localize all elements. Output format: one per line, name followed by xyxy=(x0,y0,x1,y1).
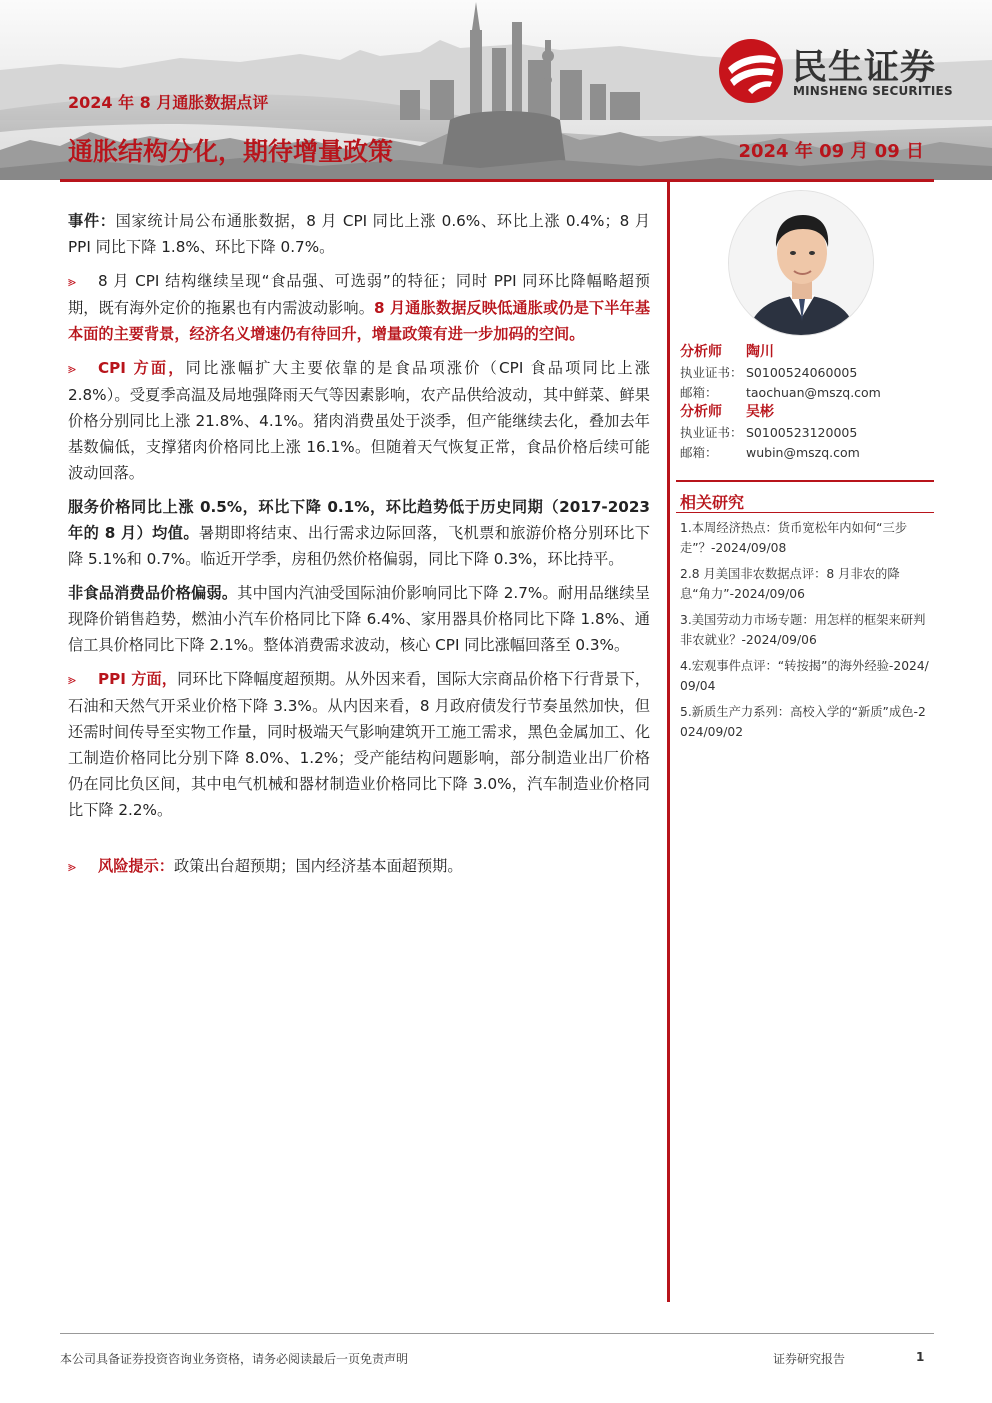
related-item[interactable]: 5.新质生产力系列：高校入学的“新质”成色-2024/09/02 xyxy=(680,705,926,739)
email-label: 邮箱： xyxy=(680,445,718,460)
email-link[interactable]: taochuan@mszq.com xyxy=(746,385,881,400)
services-text: 暑期即将结束、出行需求边际回落，飞机票和旅游价格分别环比下降 5.1%和 0.7%。临近开学季，房租仍然价格偏弱，同比下降 0.3%，环比持平。 xyxy=(68,524,650,568)
footer-divider xyxy=(60,1333,934,1334)
services-label: 服务价格同比上涨 0.5%，环比下降 0.1%，环比趋势低于历史同期（2017-2023 年的 8 月）均值。 xyxy=(68,498,650,542)
logo-english-text: MINSHENG SECURITIES xyxy=(793,84,953,98)
cert-label: 执业证书： xyxy=(680,365,743,380)
column-divider xyxy=(667,182,670,1302)
analyst-photo xyxy=(728,190,874,336)
report-title: 通胀结构分化，期待增量政策 xyxy=(68,137,394,166)
minsheng-logo xyxy=(718,38,968,104)
summary-paragraph xyxy=(68,268,650,347)
cpi-paragraph xyxy=(68,355,650,486)
double-chevron-right-icon: ⪢ xyxy=(68,274,76,290)
analyst-portrait-image xyxy=(729,191,874,336)
related-divider-bottom xyxy=(676,512,934,513)
risk-paragraph xyxy=(68,853,650,880)
main-content xyxy=(68,208,650,888)
related-divider-top xyxy=(676,480,934,482)
analyst-card-1 xyxy=(680,341,930,403)
summary-text: 8 月 CPI 结构继续呈现“食品强、可选弱”的特征；同时 PPI 同环比降幅略超预期，既有海外定价的拖累也有内需波动影响。 xyxy=(68,272,650,317)
nonfood-text: 其中国内汽油受国际油价影响同比下降 2.7%。耐用品继续呈现降价销售趋势，燃油小汽车价格同比下降 6.4%、家用器具价格同比下降 1.8%、通信工具价格同比下降 2.1%。整体消费需求波动，核心 CPI 同比涨幅回落至 0.3%。 xyxy=(68,584,651,654)
footer-doc-type: 证券研究报告 xyxy=(773,1352,846,1366)
analyst-card-2 xyxy=(680,401,930,463)
related-research-title: 相关研究 xyxy=(680,493,745,512)
event-paragraph xyxy=(68,208,650,260)
analyst-role: 分析师 xyxy=(680,344,722,360)
logo-chinese-text: 民生证券 xyxy=(792,48,937,88)
header-banner xyxy=(0,0,992,180)
cert-label: 执业证书： xyxy=(680,425,743,440)
ppi-label: PPI 方面， xyxy=(98,670,178,688)
minsheng-emblem-icon xyxy=(718,38,784,104)
ppi-text: 同环比下降幅度超预期。从外因来看，国际大宗商品价格下行背景下，石油和天然气开采业价格下降 3.3%。从内因来看，8 月政府债发行节奏虽然加快，但还需时间传导至实物工作量，同时极端天气影响建筑开工施工需求，黑色金属加工、化工制造价格同比分别下降 8.0%、1.2%；受产能结构问题影响，部分制造业出厂价格仍在同比负区间，其中电气机械和器材制造业价格同比下降 3.0%，汽车制造业价格同比下降 2.2%。 xyxy=(68,670,651,819)
double-chevron-right-icon: ⪢ xyxy=(68,672,76,688)
email-link[interactable]: wubin@mszq.com xyxy=(746,445,860,460)
services-paragraph xyxy=(68,494,650,572)
report-date: 2024 年 09 月 09 日 xyxy=(738,141,924,162)
nonfood-label: 非食品消费品价格偏弱。 xyxy=(68,584,238,602)
analyst-role: 分析师 xyxy=(680,404,722,420)
cpi-text: 同比涨幅扩大主要依靠的是食品项涨价（CPI 食品项同比上涨 2.8%）。受夏季高温及局地强降雨天气等因素影响，农产品供给波动，其中鲜菜、鲜果价格分别同比上涨 21.8%、4.1%。猪肉消费虽处于淡季，但产能继续去化，叠加去年基数偏低，支撑猪肉价格同比上涨 16.1%。但随着天气恢复正常，食品价格后续可能波动回落。 xyxy=(68,359,650,482)
related-item[interactable]: 1.本周经济热点：货币宽松年内如何“三步走”？-2024/09/08 xyxy=(680,521,908,555)
summary-emphasis: 8 月通胀数据反映低通胀或仍是下半年基本面的主要背景，经济名义增速仍有待回升，增量政策有进一步加码的空间。 xyxy=(68,299,651,343)
event-text: 国家统计局公布通胀数据，8 月 CPI 同比上涨 0.6%、环比上涨 0.4%；8 月 PPI 同比下降 1.8%、环比下降 0.7%。 xyxy=(68,212,651,256)
analyst-name: 陶川 xyxy=(746,344,774,360)
ppi-paragraph xyxy=(68,666,650,823)
analyst-name: 吴彬 xyxy=(746,404,774,420)
cert-number: S0100523120005 xyxy=(746,425,858,440)
related-research-list xyxy=(680,518,930,748)
double-chevron-right-icon: ⪢ xyxy=(68,361,76,377)
spacer xyxy=(68,831,650,853)
double-chevron-right-icon: ⪢ xyxy=(68,859,76,875)
risk-label: 风险提示： xyxy=(98,857,174,875)
related-item[interactable]: 4.宏观事件点评：“转按揭”的海外经验-2024/09/04 xyxy=(680,659,929,693)
risk-text: 政策出台超预期；国内经济基本面超预期。 xyxy=(173,857,463,875)
cert-number: S0100524060005 xyxy=(746,365,858,380)
cpi-label: CPI 方面， xyxy=(98,359,186,377)
report-series: 2024 年 8 月通胀数据点评 xyxy=(68,93,269,112)
related-item[interactable]: 3.美国劳动力市场专题：用怎样的框架来研判非农就业？-2024/09/06 xyxy=(680,613,926,647)
email-label: 邮箱： xyxy=(680,385,718,400)
nonfood-paragraph xyxy=(68,580,650,658)
page-number: 1 xyxy=(916,1350,925,1364)
header-divider xyxy=(60,179,934,182)
event-label: 事件： xyxy=(68,212,116,230)
related-item[interactable]: 2.8 月美国非农数据点评：8 月非农的降息“角力”-2024/09/06 xyxy=(680,567,900,601)
footer-disclaimer: 本公司具备证券投资咨询业务资格，请务必阅读最后一页免责声明 xyxy=(60,1352,409,1366)
